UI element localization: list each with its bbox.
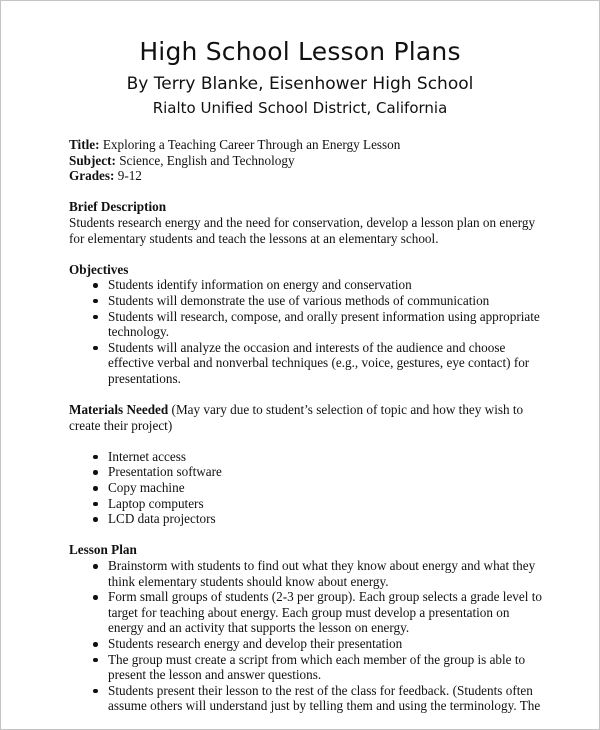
material-item (69, 496, 539, 512)
material-item (69, 464, 539, 480)
document-header (1, 35, 599, 119)
document-title: High School Lesson Plans (139, 37, 461, 66)
objective-text: Students will demonstrate the use of various methods of communication (108, 292, 490, 308)
material-text: Presentation software (108, 464, 222, 480)
objective-text: effective verbal and nonverbal techniques (e.g., voice, gestures, eye contact) for (108, 355, 530, 371)
material-text: Internet access (108, 448, 186, 464)
title-value: Exploring a Teaching Career Through an Energy Lesson (99, 137, 401, 152)
material-item (69, 480, 539, 496)
title-field (69, 137, 539, 153)
materials-heading: Materials Needed (69, 402, 169, 418)
brief-description-line: for elementary students and teach the lessons at an elementary school. (69, 230, 439, 246)
lesson-step-text: assume others will understand just by telling them and using the terminology. The (108, 698, 541, 714)
objective-item (69, 309, 539, 340)
objective-text: presentations. (108, 370, 181, 386)
document-body (69, 137, 542, 714)
lesson-step (69, 558, 539, 589)
material-item (69, 511, 539, 527)
lesson-step-text: The group must create a script from which each member of the group is able to (108, 651, 526, 667)
materials-intro (69, 402, 539, 418)
grades-label: Grades: (69, 168, 115, 184)
objective-item (69, 340, 539, 387)
material-text: Copy machine (108, 480, 185, 496)
objective-text: Students will analyze the occasion and interests of the audience and choose (108, 339, 506, 355)
subject-value: Science, English and Technology (115, 152, 295, 168)
materials-note: (May vary due to student’s selection of topic and how they wish to (168, 402, 524, 418)
lesson-step (69, 589, 542, 636)
author-byline: By Terry Blanke, Eisenhower High School (126, 74, 474, 94)
material-text: LCD data projectors (108, 511, 216, 527)
materials-list (69, 449, 539, 527)
materials-note-continued: create their project) (69, 417, 173, 433)
lesson-plan-heading: Lesson Plan (69, 542, 137, 558)
school-district: Rialto Unified School District, California (152, 99, 448, 117)
grades-field (69, 168, 539, 184)
lesson-step-text: think elementary students should know about energy. (108, 573, 389, 589)
lesson-step (69, 652, 539, 683)
title-label: Title: (69, 137, 100, 152)
objective-item (69, 293, 539, 309)
lesson-step (69, 636, 539, 652)
material-item (69, 449, 539, 465)
lesson-step-text: target for teaching about energy. Each group must develop a presentation on (108, 604, 510, 620)
brief-description-line: Students research energy and the need for conservation, develop a lesson plan on energy (69, 214, 536, 230)
subject-label: Subject: (69, 152, 116, 168)
objective-item (69, 277, 539, 293)
lesson-step (69, 683, 539, 714)
brief-description-heading: Brief Description (69, 199, 167, 215)
objective-text: Students identify information on energy and conservation (108, 277, 412, 293)
objective-text: technology. (108, 324, 170, 340)
objectives-heading: Objectives (69, 261, 129, 277)
lesson-step-text: present the lesson and answer questions. (108, 667, 322, 683)
objective-text: Students will research, compose, and orally present information using appropriate (108, 308, 540, 324)
material-text: Laptop computers (108, 495, 204, 511)
lesson-step-text: Students present their lesson to the rest of the class for feedback. (Students often (108, 682, 533, 698)
lesson-step-text: energy and an activity that supports the lesson on energy. (108, 620, 410, 636)
lesson-plan-list (69, 558, 542, 714)
objectives-list (69, 277, 539, 386)
lesson-step-text: Students research energy and develop their presentation (108, 636, 403, 651)
grades-value: 9-12 (114, 168, 142, 184)
lesson-step-text: Brainstorm with students to find out what they know about energy and what they (108, 558, 536, 574)
lesson-step-text: Form small groups of students (2-3 per group). Each group selects a grade level to (108, 589, 542, 605)
subject-field (69, 153, 539, 169)
